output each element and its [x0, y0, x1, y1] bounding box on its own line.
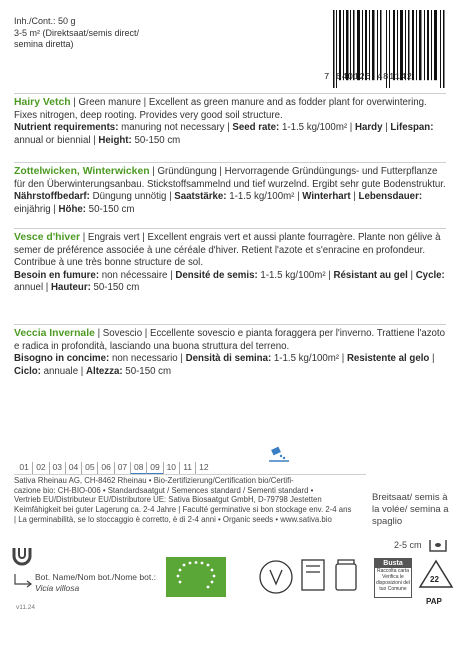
version-code: v11.24: [16, 604, 36, 611]
legal-line-1: Sativa Rheinau AG, CH-8462 Rheinau • Bio-Zertifizierung/Certification bio/Certifi-: [14, 476, 294, 485]
divider: [14, 228, 446, 229]
barcode-number: 7 640126 481142: [324, 72, 413, 82]
sativa-logo: [12, 546, 32, 566]
nutrient-label: Nutrient requirements:: [14, 122, 119, 134]
week-11: 11: [179, 462, 195, 475]
separator: |: [429, 353, 435, 365]
height-value: 50-150 cm: [122, 365, 172, 377]
nutrient-value: Düngung unnötig |: [89, 191, 175, 203]
height-value: 50-150 cm: [90, 282, 140, 294]
week-03: 03: [49, 462, 65, 475]
seed-rate-value: 1-1.5 kg/100m² |: [271, 353, 347, 365]
section-french: [14, 232, 446, 295]
pap-code: 22: [430, 575, 439, 584]
seed-rate-label: Densità di semina:: [185, 353, 272, 365]
cycle-label: Ciclo:: [14, 365, 41, 377]
disposal-box: [374, 558, 412, 598]
botanical-name: [35, 572, 156, 594]
eu-organic-leaf-icon: [166, 557, 226, 597]
section-italian: [14, 328, 446, 378]
busta-title: Busta: [375, 559, 411, 568]
area-line-1: 3-5 m² (Direktsaat/semis direct/: [14, 27, 140, 38]
area-line-2: semina diretta): [14, 39, 74, 49]
nutrient-label: Bisogno in concime:: [14, 353, 110, 365]
botanical-label: Bot. Name/Nom bot./Nome bot.:: [35, 572, 156, 582]
week-06: 06: [97, 462, 113, 475]
height-value: 50-150 cm: [131, 134, 181, 146]
week-01: 01: [19, 462, 29, 472]
lifespan-value: einjährig |: [14, 203, 59, 215]
recycling-icons: [258, 556, 368, 598]
legal-line-2: cazione bio: CH-BIO-006 • Standardsaatgut / Semences standard / Sementi standard •: [14, 485, 314, 495]
seed-rate-value: 1-1.5 kg/100m² |: [257, 269, 334, 281]
lifespan-label: Lebensdauer:: [358, 191, 423, 203]
height-label: Altezza:: [86, 365, 123, 377]
separator: |: [350, 191, 359, 203]
title-french: Vesce d'hiver: [14, 232, 81, 243]
pap-label: PAP: [426, 597, 442, 606]
divider: [14, 93, 446, 94]
sowing-depth-icon: [428, 534, 448, 554]
sowing-line-1: Breitsaat/ semis à: [372, 492, 448, 503]
lifespan-value: annual or biennial |: [14, 134, 99, 146]
description: | Green manure | Excellent as green manure and as fodder plant for overwintering. Fixes nitrogen, deep rooting. Provides very good soil structure.: [14, 97, 427, 121]
hardy-label: Winterhart: [302, 191, 351, 203]
week-12: 12: [195, 462, 211, 475]
description: | Gründüngung | Hervorragende Gründüngungs- und Futterpflanze für den Überwinterungsanbau. Stickstoffsammelnd und tief wurzelnd. Ergibt sehr gute Bodenstruktur.: [14, 166, 446, 190]
nutrient-label: Nährstoffbedarf:: [14, 191, 90, 203]
legal-info: [14, 476, 366, 525]
title-english: Hairy Vetch: [14, 97, 71, 108]
week-08: 08: [130, 462, 146, 475]
busta-text: Raccolta carta Verifica le disposizioni del tuo Comune: [376, 568, 410, 592]
week-07: 07: [114, 462, 130, 475]
cycle-label: Cycle:: [415, 269, 445, 281]
title-german: Zottelwicken, Winterwicken: [14, 166, 150, 177]
height-value: 50-150 cm: [85, 203, 135, 215]
hardy-label: Resistente al gelo: [346, 353, 430, 365]
cycle-value: annuale |: [40, 365, 86, 377]
divider: [14, 162, 446, 163]
week-02: 02: [32, 462, 48, 475]
seed-rate-label: Densité de semis:: [175, 269, 258, 281]
sowing-depth: 2-5 cm: [394, 540, 422, 550]
title-italian: Veccia Invernale: [14, 328, 95, 339]
separator: |: [407, 269, 416, 281]
nutrient-value: non necessario |: [109, 353, 186, 365]
cycle-value: annuel |: [14, 282, 51, 294]
height-label: Height:: [98, 134, 132, 146]
legal-line-3: Vertrieb EU/Distributeur EU/Distributore UE: Sativa Biosaatgut GmbH, D-79798 Jestetten: [14, 495, 322, 505]
sowing-line-3: spaglio: [372, 516, 403, 527]
hardy-label: Hardy: [355, 122, 383, 134]
description: | Engrais vert | Excellent engrais vert et aussi plante fourragère. Plante non gélive à semer de préférence associée à une céréale d'hiver. Retient l'azote et s'enracine en profondeur. Contribue à une très bonne structure de sol.: [14, 232, 441, 269]
legal-line-4: Keimfähigkeit bei guter Lagerung ca. 2-4 Jahre | Faculté germinative si bon stockage env. 2-4 ans: [14, 505, 352, 515]
seed-rate-value: 1-1.5 kg/100m² |: [226, 191, 303, 203]
legal-line-5: | La germinabilità, se lo stoccaggio è corretto, è di 2-4 anni • Organic seeds • www.sativa.bio: [14, 514, 332, 524]
section-german: [14, 166, 446, 216]
sowing-line-2: la volée/ semina a: [372, 504, 449, 515]
week-09: 09: [146, 462, 162, 475]
nutrient-label: Besoin en fumure:: [14, 269, 100, 281]
divider: [14, 324, 446, 325]
nutrient-value: non nécessaire |: [99, 269, 176, 281]
seed-rate-label: Seed rate:: [232, 122, 280, 134]
description: | Sovescio | Eccellente sovescio e pianta foraggera per l'inverno. Trattiene l'azoto e radica in profondità, lasciando una buona struttura del terreno.: [14, 328, 446, 352]
content-weight: Inh./Cont.: 50 g: [14, 16, 76, 26]
week-04: 04: [65, 462, 81, 475]
sowing-method: [372, 492, 452, 528]
hardy-label: Résistant au gel: [333, 269, 408, 281]
separator: |: [382, 122, 391, 134]
height-label: Hauteur:: [51, 282, 91, 294]
lifespan-label: Lifespan:: [390, 122, 434, 134]
height-label: Höhe:: [58, 203, 86, 215]
nutrient-value: manuring not necessary |: [118, 122, 233, 134]
section-english: [14, 97, 446, 147]
seed-rate-value: 1-1.5 kg/100m² |: [279, 122, 356, 134]
seed-rate-label: Saatstärke:: [174, 191, 227, 203]
info-arrow-icon: [13, 572, 33, 588]
sowing-icon: [268, 446, 290, 462]
package-info: [14, 16, 139, 51]
botanical-value: Vicia villosa: [35, 583, 80, 593]
divider: [14, 474, 366, 475]
week-10: 10: [163, 462, 179, 475]
week-05: 05: [81, 462, 97, 475]
